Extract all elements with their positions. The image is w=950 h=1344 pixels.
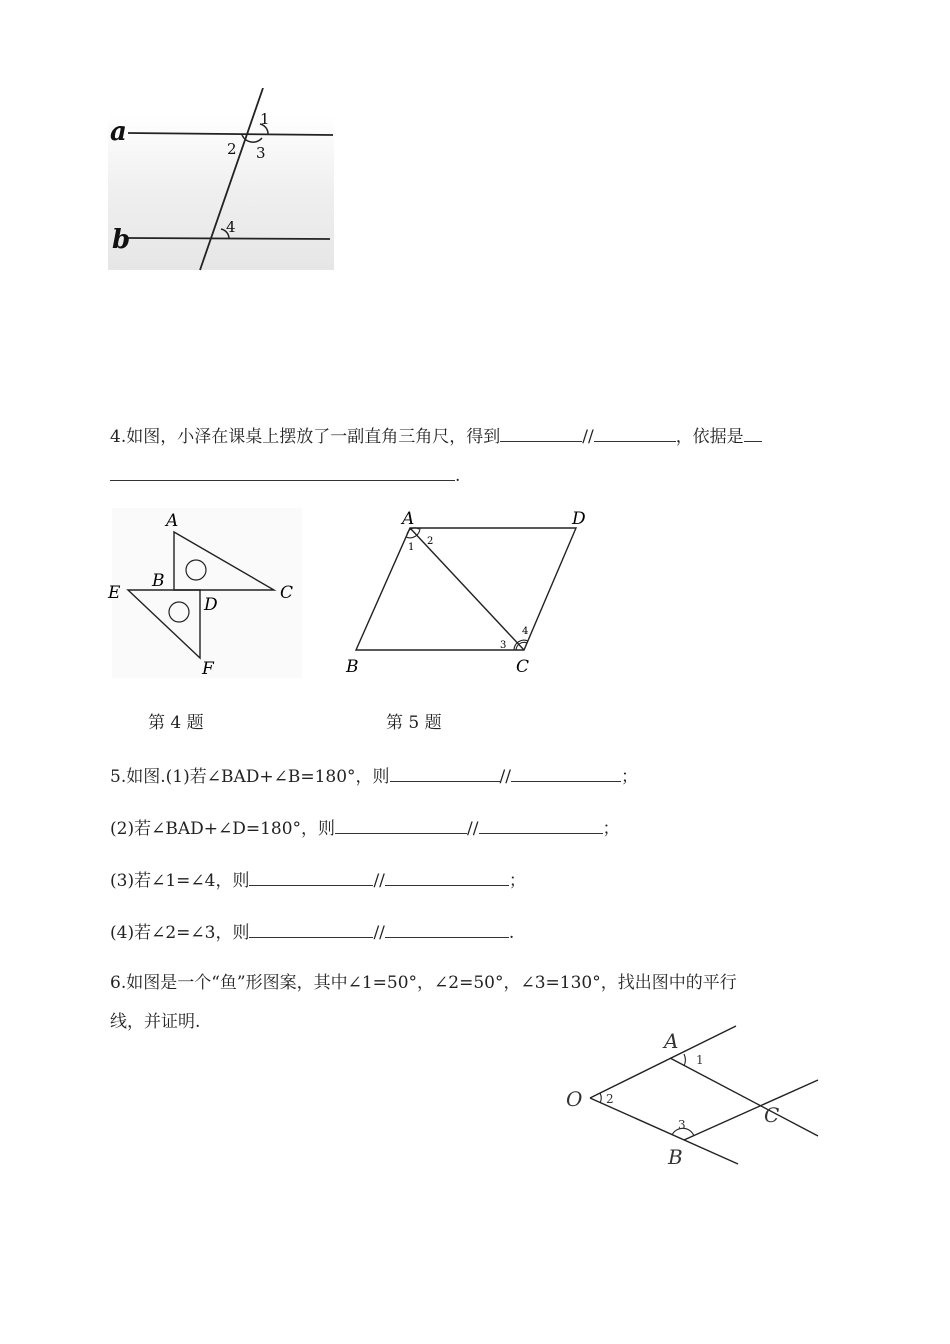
label-point-O6: O bbox=[566, 1087, 583, 1111]
caption-figure-5: 第 5 题 bbox=[386, 713, 442, 733]
q5-4-end: . bbox=[508, 923, 515, 943]
q5-2-parallel: // bbox=[467, 819, 479, 839]
label-a: a bbox=[110, 117, 127, 147]
figure-6-fish bbox=[560, 1018, 830, 1178]
question-6-line-1: 6.如图是一个“鱼”形图案，其中∠1=50°，∠2=50°，∠3=130°，找出图中的平行 bbox=[110, 973, 737, 993]
q4-parallel: // bbox=[582, 427, 594, 447]
figure-4-triangles bbox=[104, 504, 304, 684]
label-angle-4: 4 bbox=[226, 218, 236, 236]
q5-3-blank-2[interactable] bbox=[385, 867, 509, 886]
q5-2-prefix: (2)若∠BAD+∠D=180°，则 bbox=[110, 819, 336, 839]
q5-1-parallel: // bbox=[499, 767, 511, 787]
line-BC bbox=[684, 1080, 818, 1140]
label-point-A: A bbox=[166, 511, 179, 531]
label-point-B6: B bbox=[668, 1145, 683, 1169]
question-6-line-2: 线，并证明. bbox=[110, 1012, 201, 1032]
q5-3-blank-1[interactable] bbox=[249, 867, 373, 886]
label-angle-1-5: 1 bbox=[408, 542, 415, 553]
figure-4-background bbox=[112, 508, 302, 678]
label-angle-3-6: 3 bbox=[678, 1118, 686, 1132]
q4-blank-1[interactable] bbox=[500, 423, 582, 442]
label-point-C6: C bbox=[764, 1103, 780, 1127]
q5-2-blank-1[interactable] bbox=[335, 815, 467, 834]
label-point-B5: B bbox=[346, 657, 359, 677]
q5-2-blank-2[interactable] bbox=[479, 815, 603, 834]
q5-1-end: ； bbox=[621, 767, 638, 787]
q4-end: . bbox=[455, 466, 461, 486]
label-angle-2-5: 2 bbox=[427, 536, 434, 547]
question-4-line-2 bbox=[110, 462, 460, 488]
q5-3-parallel: // bbox=[373, 871, 385, 891]
q4-blank-3-cont[interactable] bbox=[110, 462, 455, 481]
label-point-D5: D bbox=[572, 509, 586, 529]
q5-3-end: ； bbox=[508, 871, 526, 891]
label-point-A6: A bbox=[664, 1029, 679, 1053]
label-point-D: D bbox=[204, 595, 218, 615]
label-point-E: E bbox=[108, 583, 121, 603]
question-5-line-3 bbox=[110, 867, 526, 893]
label-angle-1-6: 1 bbox=[696, 1053, 704, 1067]
q5-3-prefix: (3)若∠1=∠4，则 bbox=[110, 871, 250, 891]
q5-1-prefix: 5.如图.(1)若∠BAD+∠B=180°，则 bbox=[110, 767, 390, 787]
q4-blank-3[interactable] bbox=[744, 423, 762, 442]
label-angle-2: 2 bbox=[227, 140, 237, 158]
question-5-line-1 bbox=[110, 763, 638, 789]
label-angle-3: 3 bbox=[256, 144, 266, 162]
ray-OA bbox=[590, 1026, 736, 1098]
q5-1-blank-2[interactable] bbox=[511, 763, 621, 782]
label-point-F: F bbox=[202, 659, 214, 679]
caption-figure-4: 第 4 题 bbox=[148, 713, 204, 733]
question-5-line-2 bbox=[110, 815, 620, 841]
label-point-C: C bbox=[280, 583, 294, 603]
line-b bbox=[128, 238, 330, 239]
line-AC bbox=[670, 1058, 818, 1136]
angle-arc-2-6 bbox=[600, 1093, 601, 1103]
q4-blank-2[interactable] bbox=[594, 423, 676, 442]
label-angle-4-5: 4 bbox=[522, 626, 529, 637]
question-5-line-4 bbox=[110, 919, 514, 945]
label-angle-1: 1 bbox=[260, 110, 270, 128]
q5-4-blank-1[interactable] bbox=[249, 919, 373, 938]
q5-4-prefix: (4)若∠2=∠3，则 bbox=[110, 923, 250, 943]
label-point-A5: A bbox=[402, 509, 415, 529]
angle-arc-1-6 bbox=[684, 1054, 685, 1066]
label-point-B: B bbox=[152, 571, 165, 591]
q5-2-end: ； bbox=[602, 819, 620, 839]
label-b: b bbox=[112, 225, 131, 255]
q5-4-blank-2[interactable] bbox=[385, 919, 509, 938]
label-angle-3-5: 3 bbox=[500, 640, 507, 651]
q5-4-parallel: // bbox=[373, 923, 385, 943]
question-4-prefix: 4.如图，小泽在课桌上摆放了一副直角三角尺，得到 bbox=[110, 427, 501, 447]
q4-mid: ，依据是 bbox=[675, 427, 744, 447]
label-angle-2-6: 2 bbox=[606, 1092, 614, 1106]
figure-5-quadrilateral bbox=[340, 504, 600, 684]
q5-1-blank-1[interactable] bbox=[390, 763, 500, 782]
question-4-line-1 bbox=[110, 423, 762, 449]
quadrilateral-ABCD bbox=[356, 528, 576, 650]
figure-parallel-lines-ab bbox=[108, 88, 336, 272]
ray-OB bbox=[590, 1098, 738, 1164]
scan-background bbox=[108, 114, 334, 270]
label-point-C5: C bbox=[516, 657, 530, 677]
